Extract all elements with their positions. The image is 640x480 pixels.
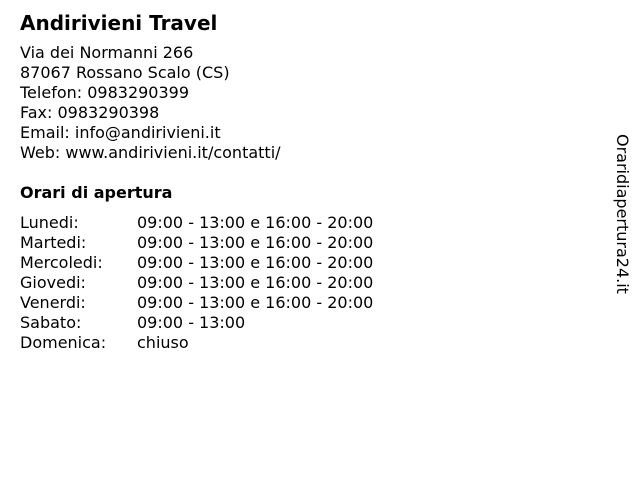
day-label: Venerdi: xyxy=(20,293,86,312)
time-value: 09:00 - 13:00 e 16:00 - 20:00 xyxy=(137,293,374,312)
web-line: Web: www.andirivieni.it/contatti/ xyxy=(20,143,281,162)
hours-row-monday xyxy=(20,213,580,233)
hours-row-sunday xyxy=(20,333,580,353)
opening-hours-title: Orari di apertura xyxy=(20,183,173,202)
hours-row-wednesday xyxy=(20,253,580,273)
business-card xyxy=(20,10,580,353)
time-value: chiuso xyxy=(137,333,189,352)
time-value: 09:00 - 13:00 e 16:00 - 20:00 xyxy=(137,213,374,232)
hours-row-saturday xyxy=(20,313,580,333)
day-label: Giovedi: xyxy=(20,273,86,292)
business-name: Andirivieni Travel xyxy=(20,11,218,35)
day-label: Lunedi: xyxy=(20,213,79,232)
brand-watermark: Oraridiapertura24.it xyxy=(613,134,632,294)
fax-line: Fax: 0983290398 xyxy=(20,103,160,122)
time-value: 09:00 - 13:00 e 16:00 - 20:00 xyxy=(137,273,374,292)
day-label: Martedi: xyxy=(20,233,87,252)
time-value: 09:00 - 13:00 e 16:00 - 20:00 xyxy=(137,233,374,252)
opening-hours-list xyxy=(20,213,580,353)
address-line-2: 87067 Rossano Scalo (CS) xyxy=(20,63,230,82)
address-line-1: Via dei Normanni 266 xyxy=(20,43,194,62)
day-label: Domenica: xyxy=(20,333,107,352)
time-value: 09:00 - 13:00 xyxy=(137,313,246,332)
hours-row-friday xyxy=(20,293,580,313)
hours-row-thursday xyxy=(20,273,580,293)
day-label: Sabato: xyxy=(20,313,82,332)
email-line: Email: info@andirivieni.it xyxy=(20,123,221,142)
time-value: 09:00 - 13:00 e 16:00 - 20:00 xyxy=(137,253,374,272)
phone-line: Telefon: 0983290399 xyxy=(20,83,190,102)
day-label: Mercoledi: xyxy=(20,253,103,272)
hours-row-tuesday xyxy=(20,233,580,253)
